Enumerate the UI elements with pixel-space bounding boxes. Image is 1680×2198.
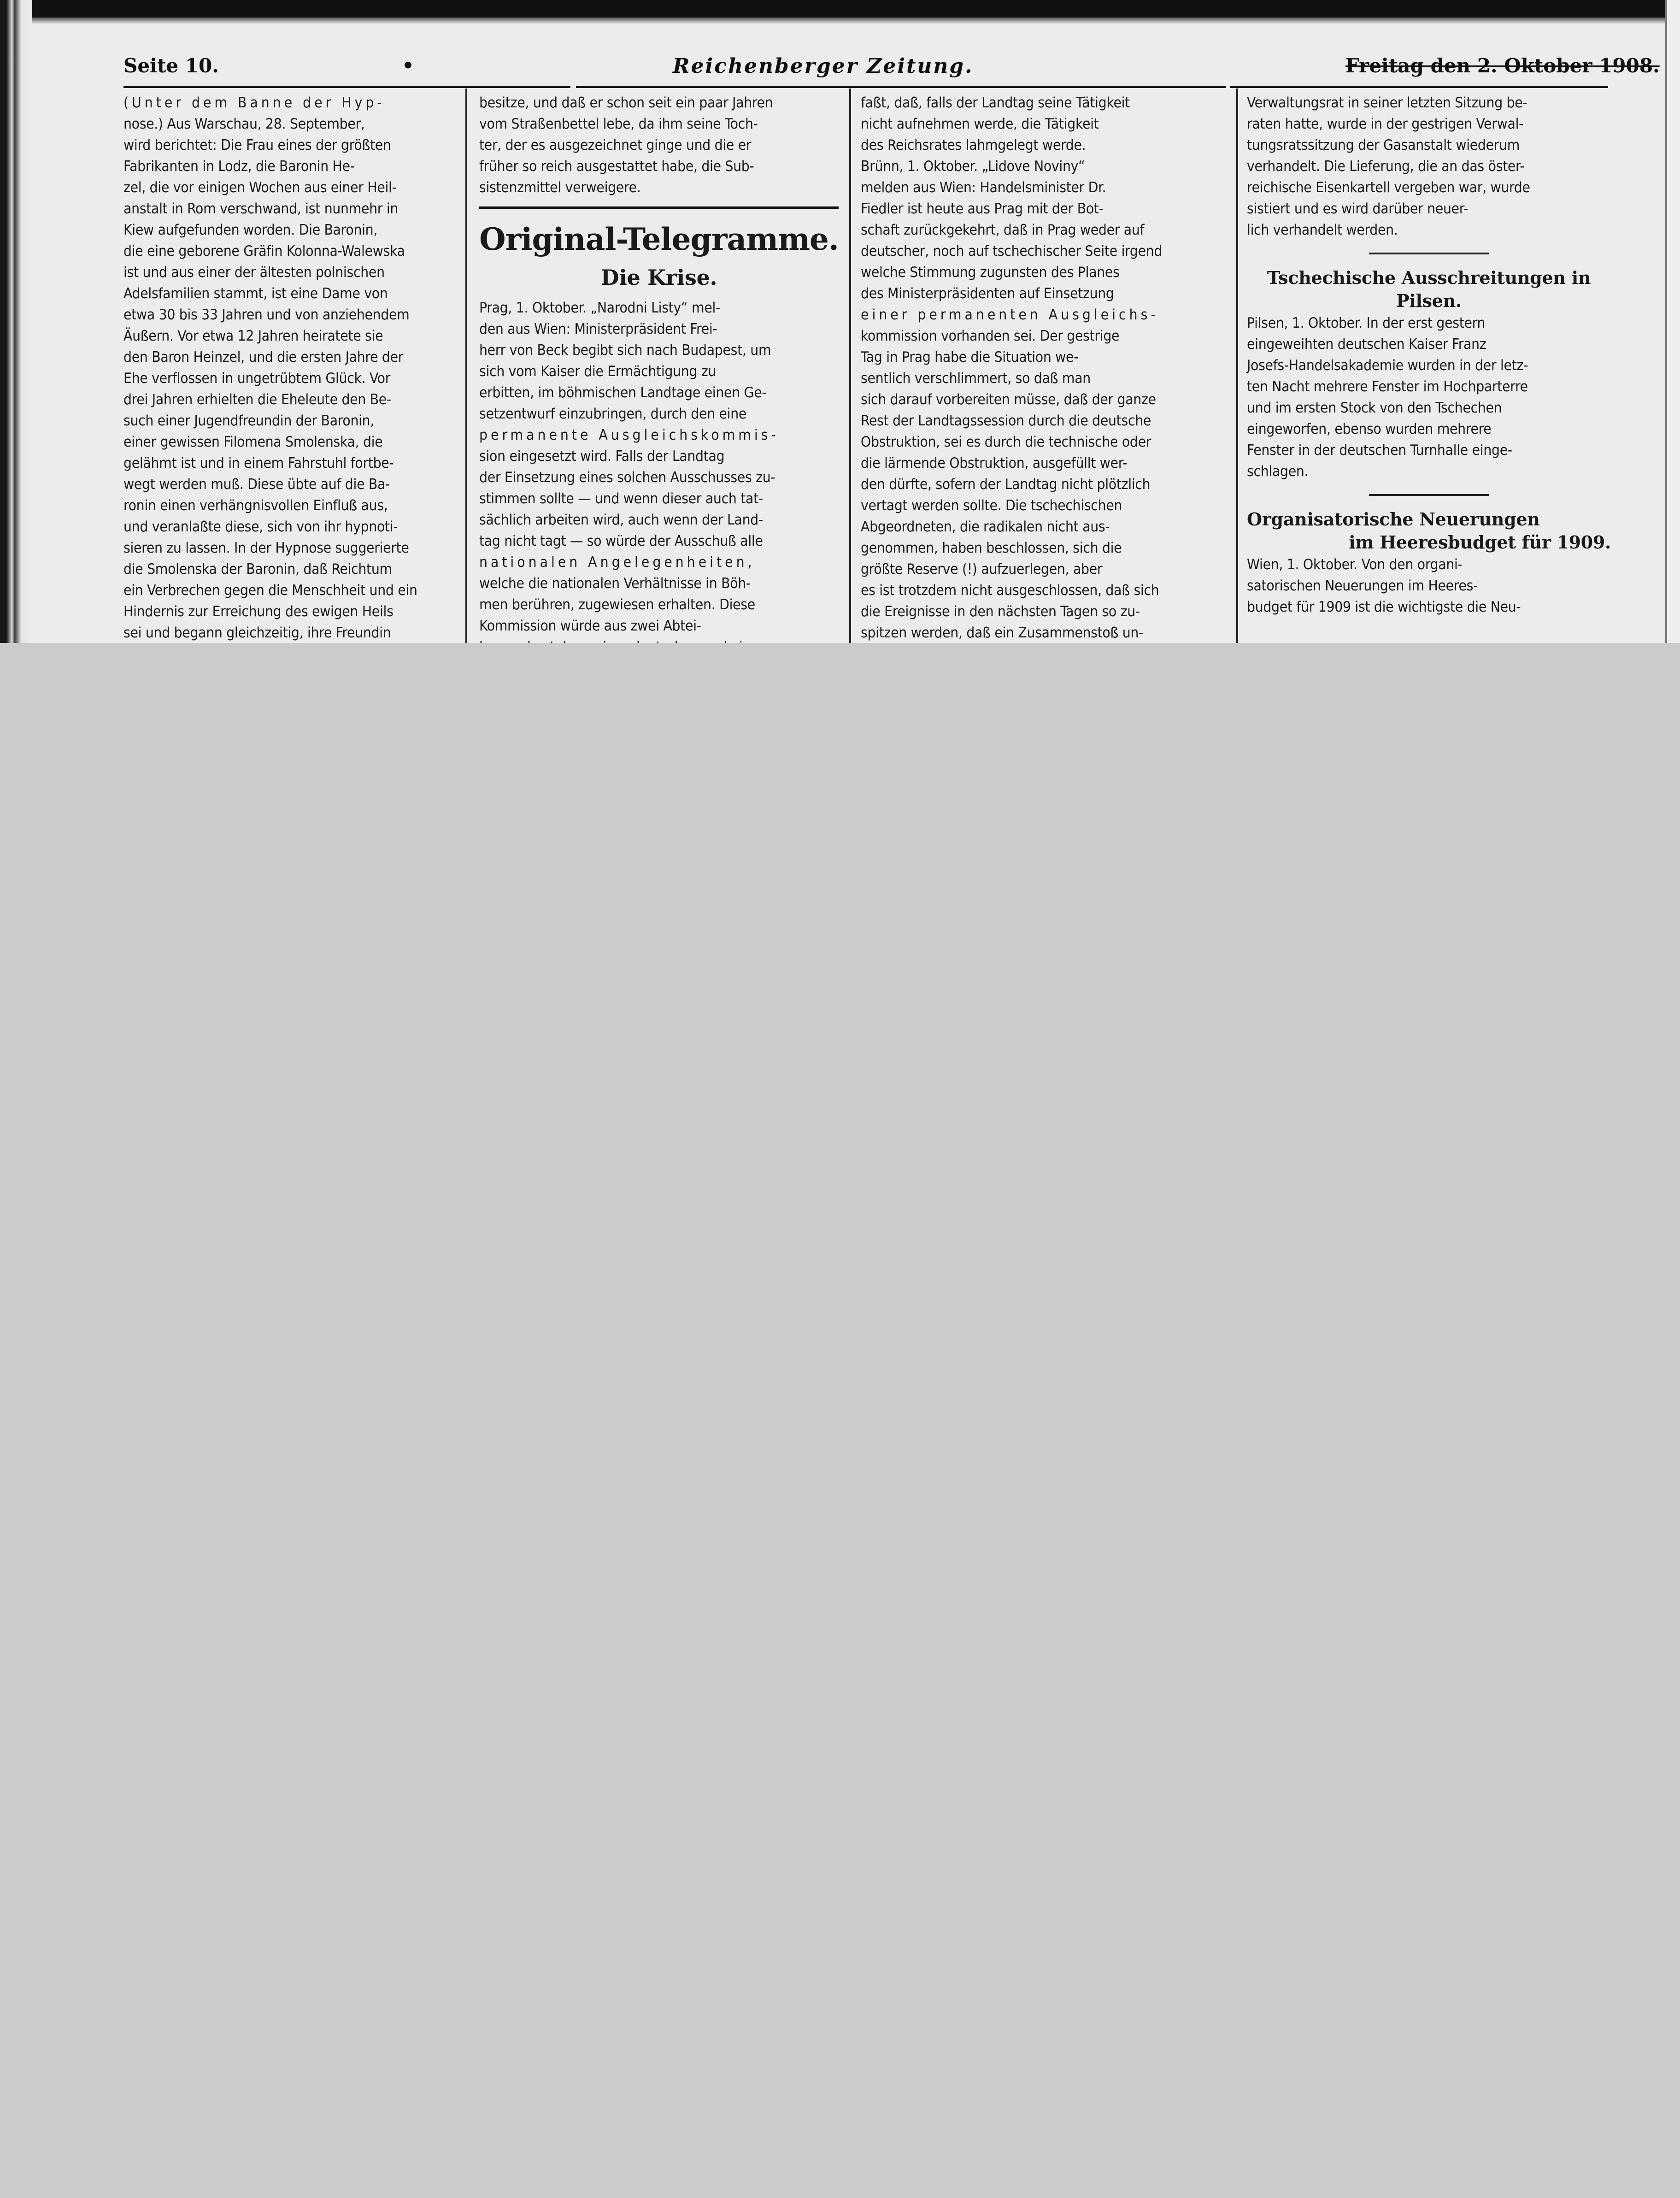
col2-top-line: früher so reich ausgestattet habe, die Sub-	[479, 158, 754, 175]
col3-line: kommission vorhanden sei. Der gestrige	[861, 328, 1120, 344]
col3-line: die Ereignisse in den nächsten Tagen so zu-	[861, 603, 1140, 620]
col2-line: sich vom Kaiser die Ermächtigung zu	[479, 363, 717, 380]
col3-line: faßt, daß, falls der Landtag seine Tätigkeit	[861, 94, 1130, 111]
header-dot: •	[402, 54, 414, 77]
col3-line: des Ministerpräsidenten auf Einsetzung	[861, 285, 1114, 302]
col4-line: Pilsen, 1. Oktober. In der erst gestern	[1247, 315, 1486, 331]
col1-line: zel, die vor einigen Wochen aus einer Heil-	[123, 179, 397, 196]
article-heading-heeresbudget-line2: im Heeresbudget für 1909.	[1349, 532, 1611, 553]
col3-line: größte Reserve (!) aufzuerlegen, aber	[861, 561, 1103, 577]
col3-line: melden aus Wien: Handelsminister Dr.	[861, 179, 1106, 196]
col1-line: Kiew aufgefunden worden. Die Baronin,	[123, 222, 378, 238]
col1-line: einer gewissen Filomena Smolenska, die	[123, 434, 383, 450]
col3-line: die lärmende Obstruktion, ausgefüllt wer-	[861, 455, 1128, 471]
col3-line: spitzen werden, daß ein Zusammenstoß un-	[861, 625, 1143, 641]
col4-line: budget für 1909 ist die wichtigste die Neu-	[1247, 599, 1521, 615]
newspaper-scan	[0, 0, 1680, 643]
column-1	[123, 92, 454, 643]
col4-top-line: reichische Eisenkartell vergeben war, wurde	[1247, 179, 1530, 196]
col2-line: permanente Ausgleichskommis-	[479, 427, 779, 443]
col3-line: Fiedler ist heute aus Prag mit der Bot-	[861, 200, 1104, 217]
col4-line: Josefs-Handelsakademie wurden in der letz-	[1247, 357, 1528, 374]
col1-line: ist und aus einer der ältesten polnischen	[123, 264, 385, 281]
issue-date: Freitag den 2. Oktober 1908.	[1345, 54, 1660, 77]
col1-line: etwa 30 bis 33 Jahren und von anziehendem	[123, 306, 410, 323]
col1-line: anstalt in Rom verschwand, ist nunmehr in	[123, 200, 399, 217]
col3-line: des Reichsrates lahmgelegt werde.	[861, 137, 1086, 153]
col1-line: ronin einen verhängnisvollen Einfluß aus,	[123, 497, 388, 514]
col2-line: welche die nationalen Verhältnisse in Böh-	[479, 575, 751, 592]
col2-top-line: besitze, und daß er schon seit ein paar Jahren	[479, 94, 773, 111]
section-heading-telegrams: Original-Telegramme.	[479, 221, 839, 257]
blank-scan-area	[0, 643, 1680, 2198]
col1-line: sei und begann gleichzeitig, ihre Freundin	[123, 625, 391, 641]
column-rule-2	[849, 88, 851, 643]
col4-top-line: Verwaltungsrat in seiner letzten Sitzung be-	[1247, 94, 1527, 111]
col4-line: ten Nacht mehrere Fenster im Hochparterre	[1247, 378, 1528, 395]
article-divider	[1369, 494, 1489, 496]
col3-line: Obstruktion, sei es durch die technische oder	[861, 434, 1151, 450]
col2-line: Kommission würde aus zwei Abtei-	[479, 618, 701, 634]
column-2	[479, 92, 839, 643]
col1-line: (Unter dem Banne der Hyp-	[123, 94, 385, 111]
col2-line: herr von Beck begibt sich nach Budapest, um	[479, 342, 771, 359]
col4-line: Fenster in der deutschen Turnhalle einge-	[1247, 442, 1512, 459]
col1-line: die eine geborene Gräfin Kolonna-Walewska	[123, 243, 405, 259]
header-rule-middle	[576, 86, 1226, 88]
col1-line: den Baron Heinzel, und die ersten Jahre der	[123, 349, 404, 365]
column-3	[861, 92, 1225, 643]
section-divider	[479, 206, 839, 209]
column-4	[1247, 92, 1611, 643]
col1-line: die Smolenska der Baronin, daß Reichtum	[123, 561, 392, 577]
col3-line: Tag in Prag habe die Situation we-	[861, 349, 1079, 365]
header-rule-right	[1230, 86, 1608, 88]
col2-line: setzentwurf einzubringen, durch den eine	[479, 406, 747, 422]
col3-line: schaft zurückgekehrt, daß in Prag weder auf	[861, 222, 1145, 238]
col3-line: sich darauf vorbereiten müsse, daß der ganze	[861, 391, 1156, 408]
col2-line: sion eingesetzt wird. Falls der Landtag	[479, 448, 725, 465]
col2-line: men berühren, zugewiesen erhalten. Diese	[479, 596, 755, 613]
column-rule-1	[465, 88, 467, 643]
col3-line: es ist trotzdem nicht ausgeschlossen, daß sich	[861, 582, 1159, 599]
col2-top-line: sistenzmittel verweigere.	[479, 179, 641, 196]
scan-top-shadow	[0, 18, 1680, 24]
col3-line: Brünn, 1. Oktober. „Lidove Noviny“	[861, 158, 1085, 175]
col4-line: Wien, 1. Oktober. Von den organi-	[1247, 556, 1463, 573]
page-number: Seite 10.	[123, 54, 219, 77]
col2-top-line: vom Straßenbettel lebe, da ihm seine Toch-	[479, 116, 758, 132]
col2-line: sächlich arbeiten wird, auch wenn der Land-	[479, 512, 763, 528]
col4-top-line: lich verhandelt werden.	[1247, 222, 1398, 238]
col4-line: schlagen.	[1247, 463, 1309, 480]
col3-line: genommen, haben beschlossen, sich die	[861, 540, 1122, 556]
col3-line: sentlich verschlimmert, so daß man	[861, 370, 1091, 387]
article-heading-krise: Die Krise.	[600, 265, 717, 290]
col3-line: Rest der Landtagssession durch die deutsche	[861, 412, 1151, 429]
col2-line: erbitten, im böhmischen Landtage einen Ge-	[479, 384, 767, 401]
col1-line: such einer Jugendfreundin der Baronin,	[123, 412, 375, 429]
col4-top-line: verhandelt. Die Lieferung, die an das öster-	[1247, 158, 1525, 175]
scan-left-edge	[0, 0, 32, 643]
col4-top-line: sistiert und es wird darüber neuer-	[1247, 200, 1469, 217]
col3-line: den dürfte, sofern der Landtag nicht plötzlich	[861, 476, 1151, 493]
col1-line: ein Verbrechen gegen die Menschheit und ein	[123, 582, 417, 599]
col3-line: vertagt werden sollte. Die tschechischen	[861, 497, 1122, 514]
scan-top-border	[0, 0, 1680, 18]
col4-line: und im ersten Stock von den Tschechen	[1247, 400, 1502, 416]
col4-top-line: raten hatte, wurde in der gestrigen Verwal-	[1247, 116, 1524, 132]
col2-line: nationalen Angelegenheiten,	[479, 554, 755, 571]
col2-top-line: ter, der es ausgezeichnet ginge und die er	[479, 137, 752, 153]
col4-line: satorischen Neuerungen im Heeres-	[1247, 577, 1478, 594]
col2-line: den aus Wien: Ministerpräsident Frei-	[479, 321, 717, 337]
col4-line: eingeweihten deutschen Kaiser Franz	[1247, 336, 1486, 353]
col3-line: deutscher, noch auf tschechischer Seite irgend	[861, 243, 1163, 259]
col3-line: einer permanenten Ausgleichs-	[861, 306, 1159, 323]
col1-line: gelähmt ist und in einem Fahrstuhl fortbe-	[123, 455, 394, 471]
col3-line: nicht aufnehmen werde, die Tätigkeit	[861, 116, 1099, 132]
col1-line: nose.) Aus Warschau, 28. September,	[123, 116, 365, 132]
article-heading-heeresbudget-line1: Organisatorische Neuerungen	[1247, 509, 1540, 530]
article-heading-pilsen: Tschechische Ausschreitungen in Pilsen.	[1267, 267, 1591, 311]
col1-line: wird berichtet: Die Frau eines der größten	[123, 137, 391, 153]
scan-right-edge	[1665, 0, 1680, 643]
header-rule-left	[123, 86, 570, 88]
newspaper-title: Reichenberger Zeitung.	[673, 54, 974, 78]
col1-line: drei Jahren erhielten die Eheleute den Be-	[123, 391, 391, 408]
col1-line: sieren zu lassen. In der Hypnose suggerierte	[123, 540, 409, 556]
col1-line: Äußern. Vor etwa 12 Jahren heiratete sie	[123, 328, 383, 344]
column-rule-3	[1236, 88, 1238, 643]
col2-line: der Einsetzung eines solchen Ausschusses zu-	[479, 469, 775, 486]
col2-line: tag nicht tagt — so würde der Ausschuß alle	[479, 533, 763, 549]
col4-top-line: tungsratssitzung der Gasanstalt wiederum	[1247, 137, 1520, 153]
col1-line: wegt werden muß. Diese übte auf die Ba-	[123, 476, 390, 493]
col1-line: Adelsfamilien stammt, ist eine Dame von	[123, 285, 388, 302]
col4-line: eingeworfen, ebenso wurden mehrere	[1247, 421, 1492, 437]
col3-line: welche Stimmung zugunsten des Planes	[861, 264, 1120, 281]
col1-line: Fabrikanten in Lodz, die Baronin He-	[123, 158, 355, 175]
col1-line: Ehe verflossen in ungetrübtem Glück. Vor	[123, 370, 391, 387]
article-divider	[1369, 253, 1489, 254]
col1-line: und veranlaßte diese, sich von ihr hypnoti-	[123, 519, 398, 535]
col1-line: Hindernis zur Erreichung des ewigen Heils	[123, 603, 394, 620]
col2-line: Prag, 1. Oktober. „Narodni Listy“ mel-	[479, 300, 720, 316]
col3-line: Abgeordneten, die radikalen nicht aus-	[861, 519, 1110, 535]
col2-line: stimmen sollte — und wenn dieser auch tat-	[479, 490, 763, 507]
